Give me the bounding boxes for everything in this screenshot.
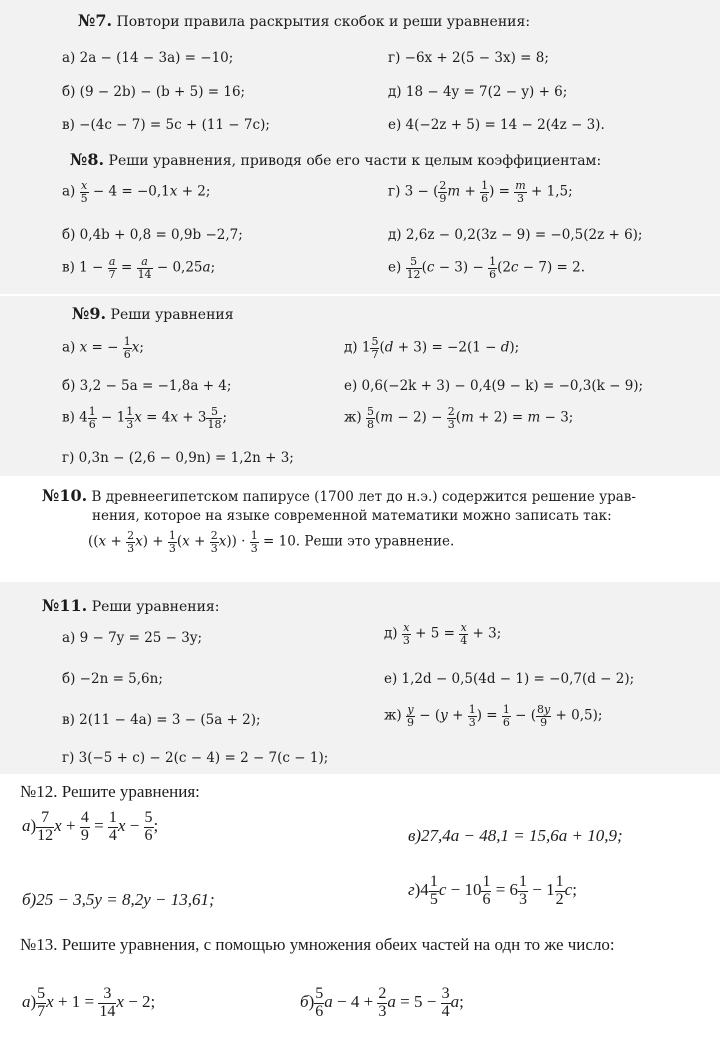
eq-13b: б) $\frac{5}{6}$ a − 4 + $\frac{2}{3}$ a = 5 − $\frac{3}{4}$ a;: [300, 985, 464, 1020]
eq-8v: в) 1 − $\frac{a}{7}$ = $\frac{a}{14}$ − 0,25a;: [62, 255, 216, 281]
eq-11zh: ж) $\frac{y}{9}$ − (y + $\frac{1}{3}$ ) = $\frac{1}{6}$ − ( $\frac{8y}{9}$ + 0,5);: [384, 703, 603, 729]
problem-8: [0, 146, 720, 294]
eq-8d: д) 2,6z − 0,2(3z − 9) = −0,5(2z + 6);: [388, 227, 643, 243]
problem-12: [0, 774, 720, 932]
eq-7a: а) 2a − (14 − 3a) = −10;: [62, 50, 234, 66]
eq-7e: е) 4(−2z + 5) = 14 − 2(4z − 3).: [388, 117, 605, 133]
eq-9d: д) 1 $\frac{5}{7}$ (d + 3) = −2(1 − d);: [344, 335, 520, 361]
eq-9b: б) 3,2 − 5a = −1,8a + 4;: [62, 378, 232, 394]
problem-10: [0, 478, 720, 578]
eq-11b: б) −2n = 5,6n;: [62, 671, 163, 687]
eq-8a: а) $\frac{x}{5}$ − 4 = −0,1x + 2;: [62, 179, 211, 205]
eq-12g: г)4 $\frac{1}{5}$ c − 10 $\frac{1}{6}$ = 6 $\frac{1}{3}$ − 1 $\frac{1}{2}$ c;: [408, 873, 577, 908]
problem-12-title: №12. Решите уравнения:: [20, 782, 200, 801]
problem-7: [0, 0, 720, 146]
eq-11v: в) 2(11 − 4a) = 3 − (5a + 2);: [62, 712, 261, 728]
problem-10-line2: нения, которое на языке современной математики можно записать так:: [92, 508, 612, 524]
problem-11-title: №11. Реши уравнения:: [42, 596, 220, 615]
problem-10-line1: №10. В древнеегипетском папирусе (1700 лет до н.э.) содержится решение урав-: [42, 486, 636, 505]
eq-8e: е) $\frac{5}{12}$ (c − 3) − $\frac{1}{6}$ (2c − 7) = 2.: [388, 255, 586, 281]
eq-11d: д) $\frac{x}{3}$ + 5 = $\frac{x}{4}$ + 3;: [384, 621, 502, 647]
eq-8b: б) 0,4b + 0,8 = 0,9b −2,7;: [62, 227, 243, 243]
eq-9e: е) 0,6(−2k + 3) − 0,4(9 − k) = −0,3(k − 9);: [344, 378, 644, 394]
eq-11e: е) 1,2d − 0,5(4d − 1) = −0,7(d − 2);: [384, 671, 635, 687]
eq-7d: д) 18 − 4y = 7(2 − y) + 6;: [388, 84, 568, 100]
eq-9g: г) 0,3n − (2,6 − 0,9n) = 1,2n + 3;: [62, 450, 294, 466]
problem-9-title: №9. Реши уравнения: [72, 304, 234, 323]
eq-9a: а) x = − $\frac{1}{6}$ x;: [62, 335, 144, 361]
eq-12b: б)25 − 3,5y = 8,2y − 13,61;: [22, 890, 215, 909]
eq-11g: г) 3(−5 + c) − 2(c − 4) = 2 − 7(c − 1);: [62, 750, 329, 766]
problem-8-title: №8. Реши уравнения, приводя обе его части к целым коэффициентам:: [70, 150, 602, 169]
problem-7-title: №7. Повтори правила раскрытия скобок и реши уравнения:: [78, 11, 531, 30]
problem-13: [0, 934, 720, 1049]
eq-7v: в) −(4c − 7) = 5c + (11 − 7c);: [62, 117, 270, 133]
problem-13-title: №13. Решите уравнения, с помощью умножения обеих частей на одн то же число:: [20, 935, 615, 954]
eq-8g: г) 3 − ( $\frac{2}{9}$ m + $\frac{1}{6}$ ) = $\frac{m}{3}$ + 1,5;: [388, 179, 573, 205]
eq-12v: в)27,4a − 48,1 = 15,6a + 10,9;: [408, 826, 623, 845]
eq-12a: а) $\frac{7}{12}$ x + $\frac{4}{9}$ = $\frac{1}{4}$ x − $\frac{5}{6}$ ;: [22, 809, 159, 844]
problem-11: [0, 582, 720, 774]
eq-9v: в) 4 $\frac{1}{6}$ − 1 $\frac{1}{3}$ x = 4x + 3 $\frac{5}{18}$ ;: [62, 405, 228, 431]
eq-7b: б) (9 − 2b) − (b + 5) = 16;: [62, 84, 246, 100]
problem-10-equation: ((x + $\frac{2}{3}$ x) + $\frac{1}{3}$ (x + $\frac{2}{3}$ x)) · $\frac{1}{3}$ = 10. Реши это уравнение.: [88, 529, 455, 555]
problem-9: [0, 296, 720, 476]
eq-7g: г) −6x + 2(5 − 3x) = 8;: [388, 50, 549, 66]
eq-11a: а) 9 − 7y = 25 − 3y;: [62, 630, 203, 646]
eq-9zh: ж) $\frac{5}{8}$ (m − 2) − $\frac{2}{3}$ (m + 2) = m − 3;: [344, 405, 574, 431]
eq-13a: а) $\frac{5}{7}$ x + 1 = $\frac{3}{14}$ x − 2;: [22, 985, 156, 1020]
